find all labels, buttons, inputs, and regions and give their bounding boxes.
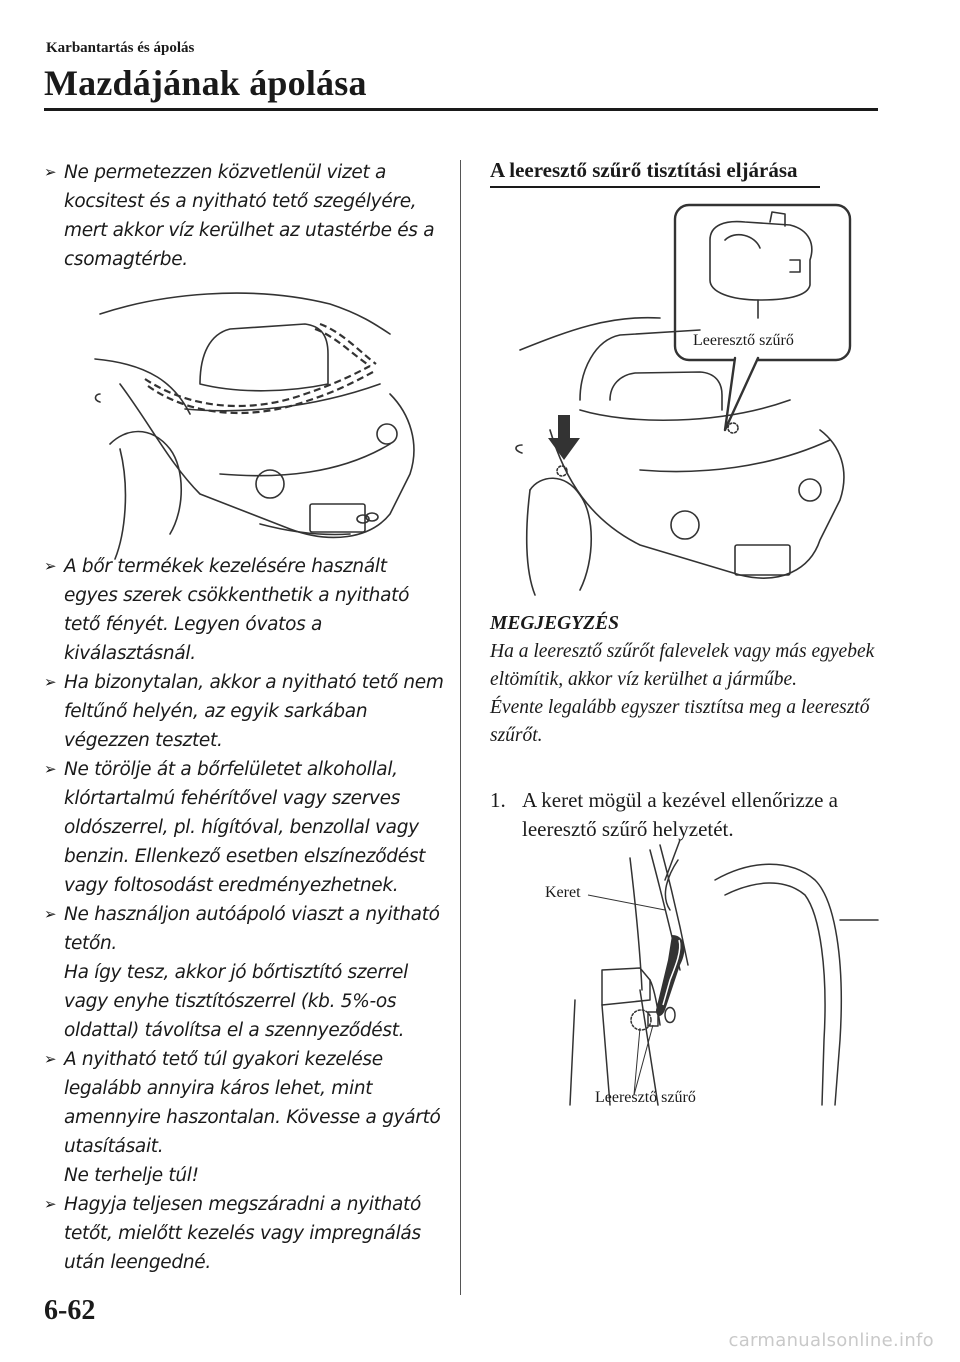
arrow-bullet-icon: ➢: [44, 1195, 57, 1213]
drain-filter-label: Leeresztő szűrő: [595, 1089, 696, 1106]
car-roof-edge-illustration: [90, 274, 440, 564]
warning-text: Ne használjon autóápoló viaszt a nyitható tetőn.: [64, 904, 440, 954]
note-text: Ha a leeresztő szűrőt falevelek vagy más egyebek eltömítik, akkor víz kerülhet a járműbe.: [490, 641, 875, 690]
arrow-bullet-icon: ➢: [44, 673, 57, 691]
watermark: carmanualsonline.info: [728, 1330, 934, 1351]
arrow-bullet-icon: ➢: [44, 557, 57, 575]
arrow-bullet-icon: ➢: [44, 760, 57, 778]
filter-label: Leeresztő szűrő: [693, 332, 794, 349]
warning-text: Ha így tesz, akkor jó bőrtisztító szerrel vagy enyhe tisztítószerrel (kb. 5%-os oldattal) távolítsa el a szennyeződést.: [64, 962, 408, 1041]
arrow-bullet-icon: ➢: [44, 905, 57, 923]
warning-text: Hagyja teljesen megszáradni a nyitható tetőt, mielőtt kezelés vagy impregnálás után leengedné.: [64, 1194, 422, 1273]
warning-item: [44, 1190, 444, 1277]
note-text: Évente legalább egyszer tisztítsa meg a leeresztő szűrőt.: [490, 697, 870, 746]
warning-item: [44, 755, 444, 900]
section-heading: A leeresztő szűrő tisztítási eljárása: [490, 158, 798, 182]
warning-item: [44, 1045, 444, 1190]
column-divider: [460, 160, 461, 1295]
frame-label: Keret: [545, 884, 581, 901]
section-label: Karbantartás és ápolás: [46, 40, 195, 56]
warning-text: Ha bizonytalan, akkor a nyitható tető nem feltűnő helyén, az egyik sarkában végezzen tesztet.: [64, 672, 444, 751]
step-text: A keret mögül a kezével ellenőrizze a leeresztő szűrő helyzetét.: [522, 788, 839, 841]
arrow-bullet-icon: ➢: [44, 1050, 57, 1068]
warning-text: Ne terhelje túl!: [64, 1165, 199, 1186]
warning-text: A bőr termékek kezelésére használt egyes szerek csökkenthetik a nyitható tető fényét. Legyen óvatos a kiválasztásnál.: [64, 556, 410, 664]
step-number: 1.: [490, 788, 506, 812]
page-title: Mazdájának ápolása: [44, 63, 367, 103]
seat-frame-illustration: [540, 840, 880, 1110]
page-number: 6-62: [44, 1295, 96, 1326]
warning-item: [44, 668, 444, 755]
note-block: [490, 610, 880, 750]
heading-underline: [490, 186, 820, 188]
warning-text: Ne törölje át a bőrfelületet alkohollal, klórtartalmú fehérítővel vagy szerves oldószerrel, pl. hígítóval, benzollal vagy benzin. Ellenkező esetben elszíneződést vagy foltosodást eredményezhetnek.: [64, 759, 426, 896]
warning-item: [44, 158, 444, 274]
drain-filter-location-illustration: [510, 200, 860, 600]
warning-text: Ne permetezzen közvetlenül vizet a kocsitest és a nyitható tető szegélyére, mert akkor víz kerülhet az utastérbe és a csomagtérbe.: [64, 162, 435, 270]
warning-text: A nyitható tető túl gyakori kezelése legalább annyira káros lehet, mint amennyire haszontalan. Kövesse a gyártó utasításait.: [64, 1049, 441, 1157]
warning-item: [44, 900, 444, 1045]
note-title: MEGJEGYZÉS: [490, 613, 619, 634]
left-column-top: [44, 158, 444, 274]
arrow-bullet-icon: ➢: [44, 163, 57, 181]
warning-list: [44, 552, 444, 1277]
step-item: [490, 786, 880, 844]
warning-item: [44, 552, 444, 668]
title-rule: [44, 108, 878, 111]
